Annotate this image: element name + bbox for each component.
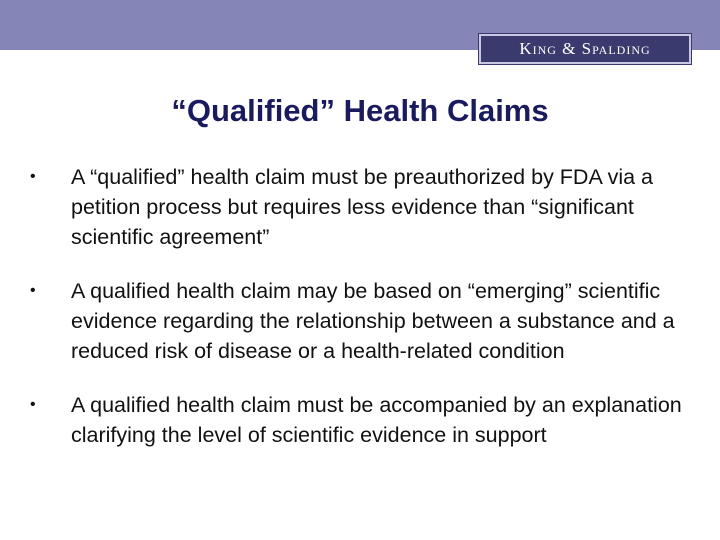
bullet-icon: • xyxy=(30,282,36,299)
slide-title: “Qualified” Health Claims xyxy=(171,93,549,128)
bullet-item xyxy=(30,162,690,252)
bullet-item xyxy=(30,390,690,450)
bullet-item xyxy=(30,276,690,366)
bullet-text: A qualified health claim may be based on “emerging” scientific evidence regarding the relationship between a substance and a reduced risk of disease or a health-related condition xyxy=(71,279,675,363)
bullet-text: A qualified health claim must be accompanied by an explanation clarifying the level of scientific evidence in support xyxy=(71,393,682,447)
bullet-icon: • xyxy=(30,168,36,185)
logo-text: King & Spalding xyxy=(519,39,651,58)
bullet-list xyxy=(30,162,690,474)
bullet-text: A “qualified” health claim must be preauthorized by FDA via a petition process but requires less evidence than “significant scientific agreement” xyxy=(71,165,653,249)
company-logo xyxy=(479,34,691,64)
bullet-icon: • xyxy=(30,396,36,413)
